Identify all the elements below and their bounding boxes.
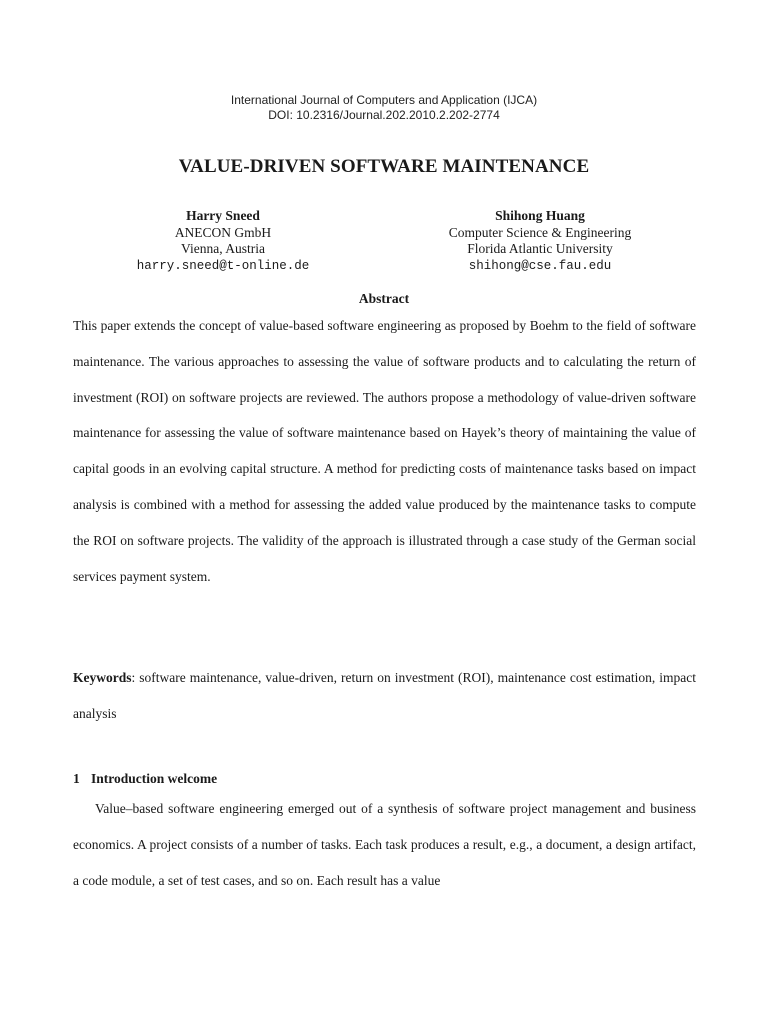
author-email: shihong@cse.fau.edu [468,258,612,273]
author-block-2 [390,208,690,274]
journal-name: International Journal of Computers and Application (IJCA) [230,93,538,107]
author-name: Shihong Huang [495,208,585,223]
author-affiliation: ANECON GmbH [174,224,272,240]
author-name: Harry Sneed [186,208,260,223]
paper-title: VALUE-DRIVEN SOFTWARE MAINTENANCE [178,156,590,177]
author-email: harry.sneed@t-online.de [136,258,310,273]
keywords-label: Keywords [73,670,132,685]
author-affiliation: Computer Science & Engineering [448,224,632,240]
author-location: Vienna, Austria [181,241,265,256]
abstract-paragraph: This paper extends the concept of value-based software engineering as proposed by Boehm to the field of software maintenance. The various approaches to assessing the value of software products and to calculating the return of investment (ROI) on software projects are reviewed. The authors propose a methodology of value-driven software maintenance for assessing the value of software maintenance based on Hayek’s theory of maintaining the value of capital goods in an evolving capital structure. A method for predicting costs of maintenance tasks based on impact analysis is combined with a method for assessing the added value produced by the maintenance tasks to compute the ROI on software projects. The validity of the approach is illustrated through a case study of the German social services payment system. [73,318,696,584]
intro-paragraph: Value–based software engineering emerged out of a synthesis of software project management and business economics. A project consists of a number of tasks. Each task produces a result, e.g., a document, a design artifact, a code module, a set of test cases, and so on. Each result has a value [73,801,696,888]
author-block-1 [73,208,373,274]
section-heading [73,770,217,787]
keywords-list: : software maintenance, value-driven, return on investment (ROI), maintenance cost estimation, impact analysis [73,670,696,721]
section-title: Introduction welcome [91,771,218,786]
doi-line: DOI: 10.2316/Journal.202.2010.2.202-2774 [268,108,500,122]
section-number: 1 [73,771,80,786]
author-location: Florida Atlantic University [467,241,613,256]
keywords-paragraph [73,660,696,732]
journal-header [0,93,768,123]
abstract-heading: Abstract [358,291,410,306]
